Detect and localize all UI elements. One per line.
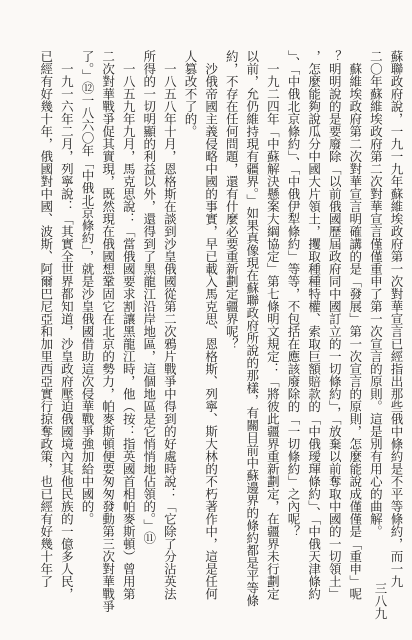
text-column: 一八五八年十月，恩格斯在談到沙皇俄國從第二次鴉片戰爭中得到的好處時說：「它除了分沾英法	[162, 50, 178, 600]
text-column: 沙俄帝國主義侵略中國的事實，早已載入馬克思、恩格斯、列寧、斯大林的不朽著作中，這是任何	[203, 50, 219, 600]
text-column: 」、「中俄北京條約」、「中俄伊犁條約」等等，不包括在應該廢除的「一切條約」之內呢？	[286, 50, 301, 538]
text-column: 蘇維埃政府第二次對華宣言明確講的是「發展」第一次宣言的原則，怎麼能說成僅僅是「重申」呢	[347, 50, 363, 600]
text-column: ，怎麼能夠說瓜分中國大片領土，攫取種種特權、索取巨額賠款的「中俄璦琿條約」、「中俄天津條約	[306, 50, 322, 600]
text-column: 一八五九年九月，馬克思說：「當俄國要求割讓黑龍江時，他（按：指英國首相帕麥斯頓）曾用第	[121, 50, 137, 600]
text-column: 一九二四年「中蘇解決懸案大綱協定」第七條明文規定：「將彼此疆界重新劃定，在疆界未行劃定	[265, 50, 281, 600]
text-column: 二〇年蘇維埃政府第二次對華宣言僅僅重申了第一次宣言的原則。這是別有用心的曲解。	[368, 50, 384, 538]
text-column: 二次對華戰爭促其實現，既然現在俄國想鞏固它在北京的勢力，帕麥斯頓便要匆匆發動第三次對華戰爭	[100, 50, 116, 613]
text-column: 了。」⑫一八六〇年「中俄北京條約」，就是沙皇俄國借助這次侵華戰爭強加給中國的。	[80, 50, 95, 525]
page-number: 三八九	[373, 582, 388, 620]
text-column: 蘇聯政府說，一九一九年蘇維埃政府第一次對華宣言已經指出那些俄中條約是不平等條約，而一九	[389, 50, 404, 588]
text-column: 以前，允仍維持現有疆界。」如果真像現在蘇聯政府所說的那樣，有關目前中蘇邊界的條約都是平等條	[244, 50, 260, 607]
text-column: 已經有好幾十年，俄國對中國、波斯、阿爾巴尼亞和加里西亞實行掠奪政策，也已經有好幾十年了	[38, 50, 54, 588]
text-column: 約，不存在任何問題，還有什麼必要重新劃定疆界呢？	[224, 50, 240, 350]
text-column: 人篡改不了的。	[183, 50, 198, 138]
text-column: 所得的一切明顯的利益以外，還得到了黑龍江沿岸地區，這個地區是它悄悄地佔領的。」⑪	[141, 50, 157, 544]
text-column: ？明明說的是要廢除「以前俄國歷屆政府同中國訂立的一切條約」，「放棄以前奪取中國的一切領土」	[327, 50, 343, 600]
text-column: 一九一六年二月，列寧說：「其實全世界都知道，沙皇政府壓迫俄國境內其他民族的一億多人民，	[59, 50, 75, 600]
